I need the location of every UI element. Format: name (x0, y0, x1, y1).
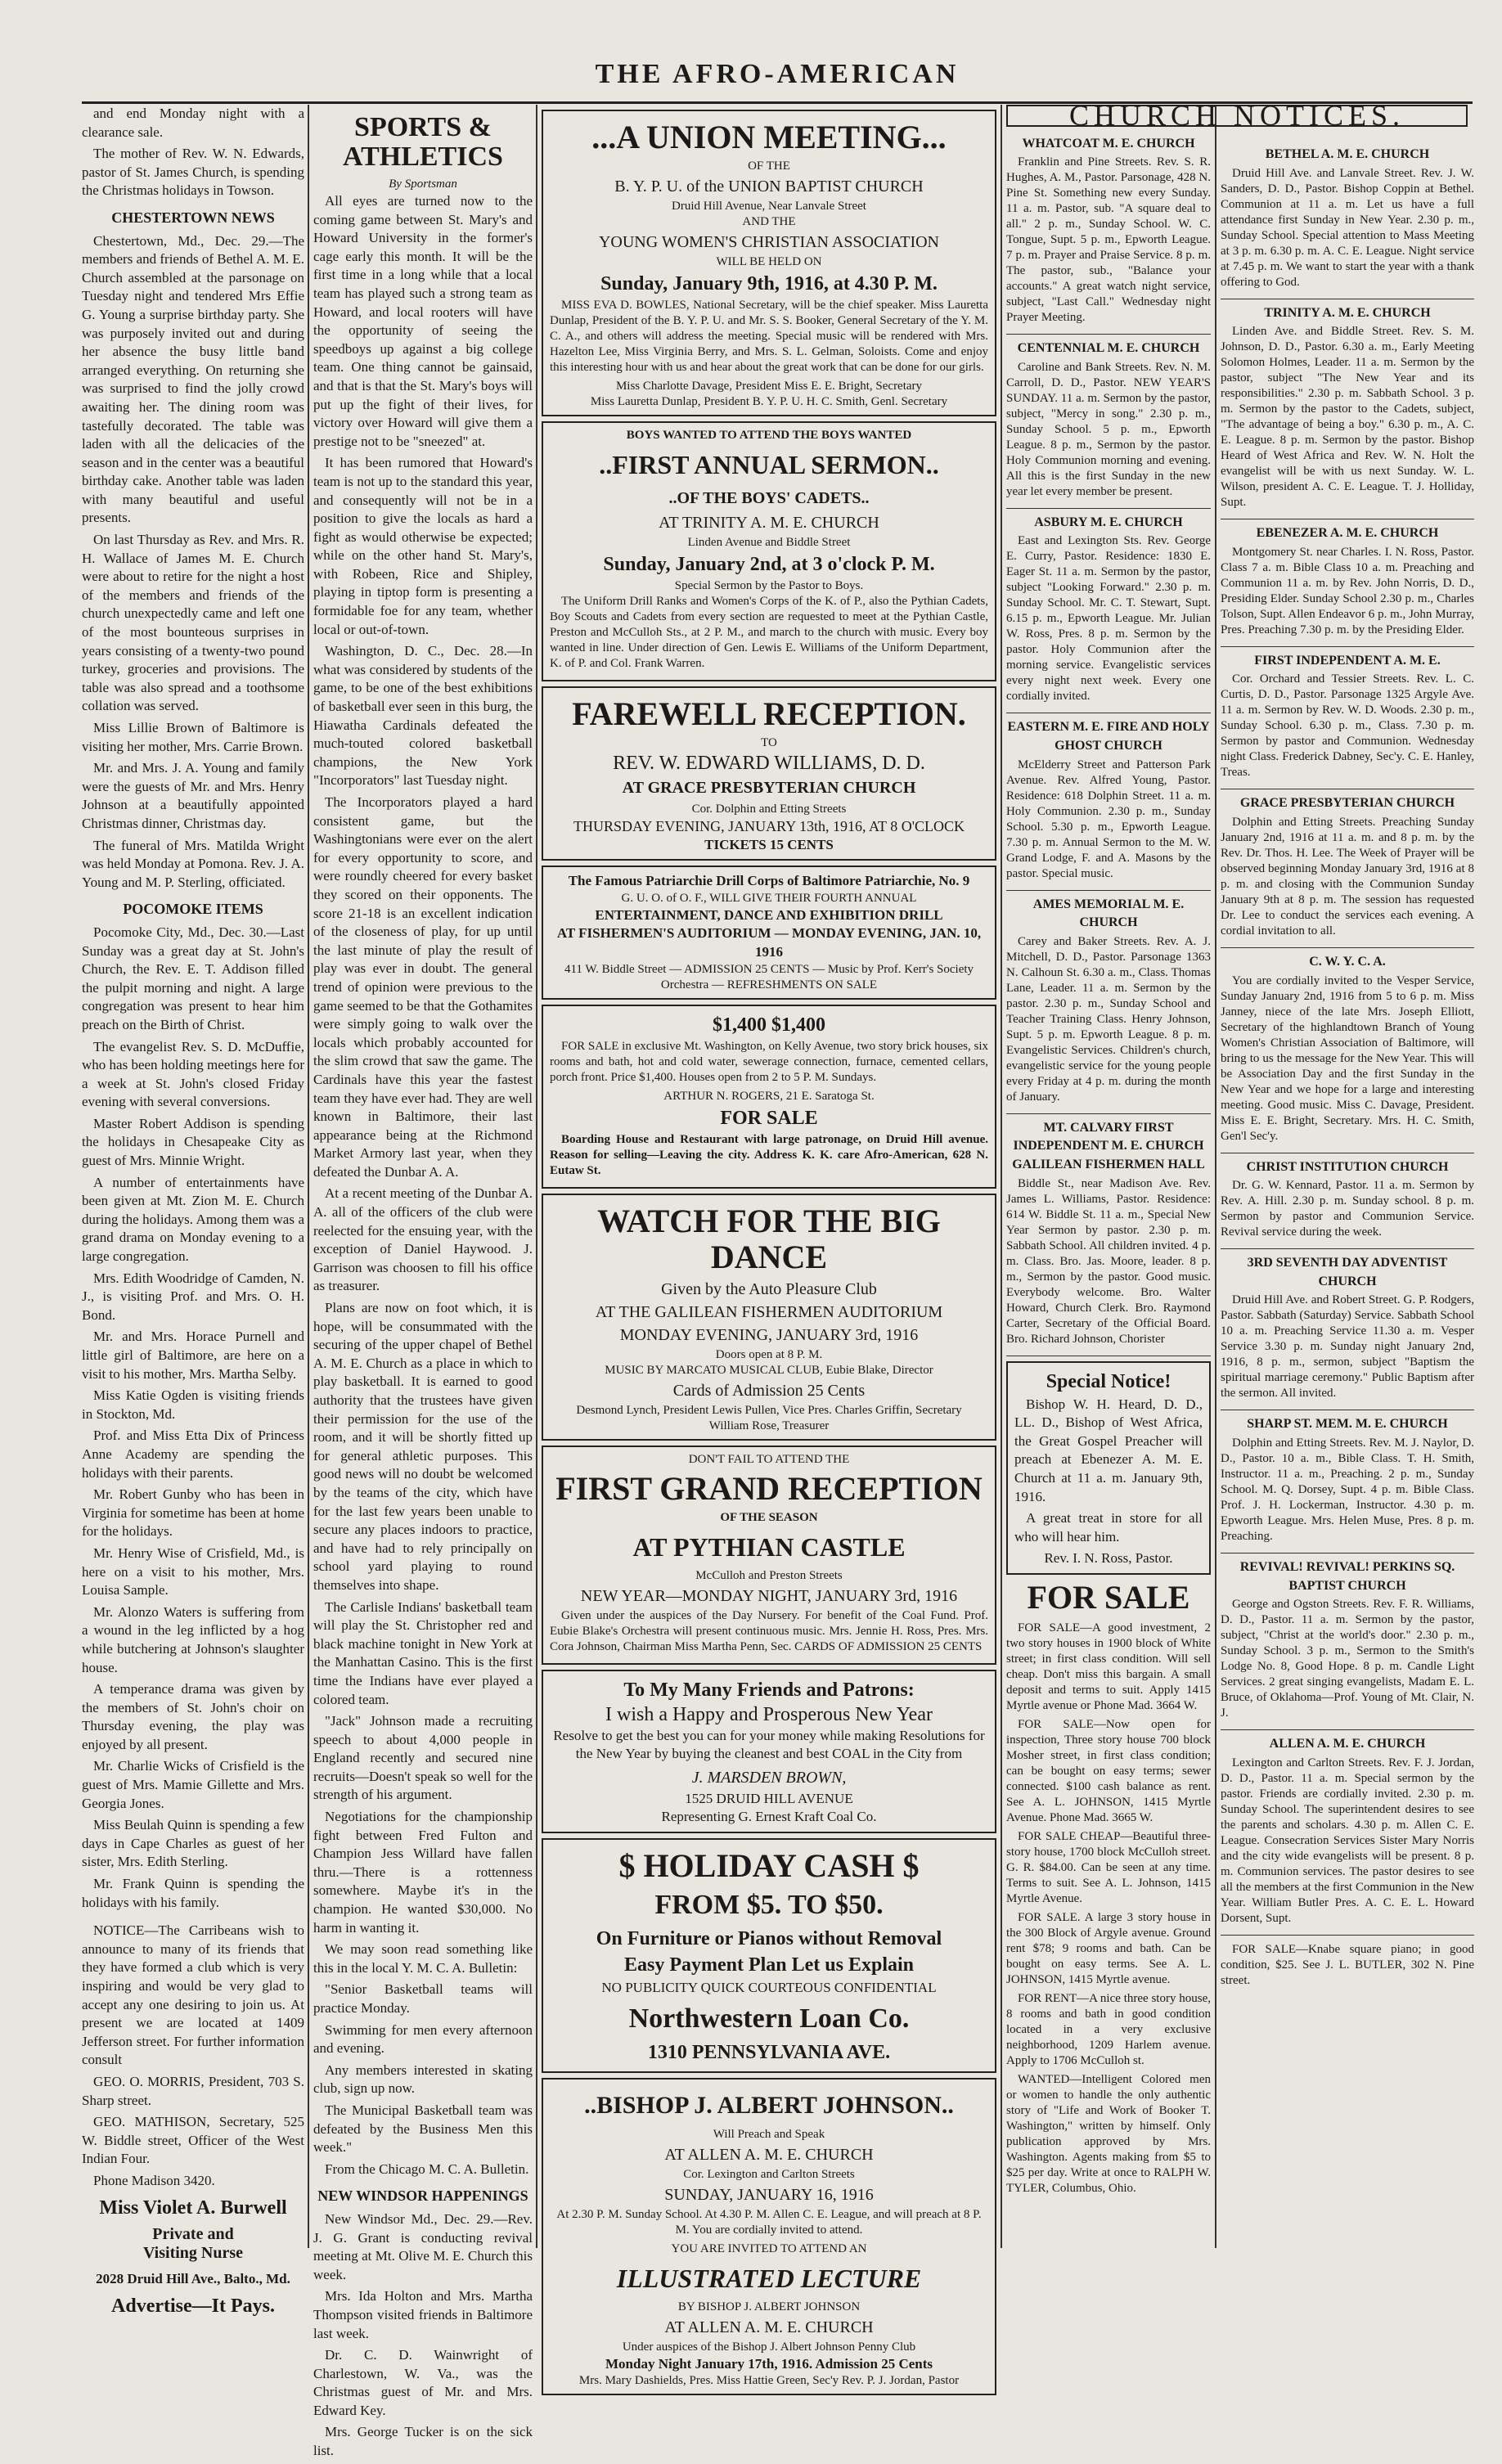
church-notice (1221, 647, 1474, 790)
ad-date: NEW YEAR—MONDAY NIGHT, JANUARY 3rd, 1916 (580, 1586, 958, 1605)
ad-line: Cards of Admission 25 Cents (672, 1381, 866, 1400)
paragraph: Mr. and Mrs. J. A. Young and family were the guests of Mr. and Mrs. Henry Johnson at a beautifully appointed Christmas dinner, Christmas day. (82, 760, 304, 831)
ad-line: The Famous Patriarchie Drill Corps of Baltimore Patriarchie, No. 9 (568, 873, 970, 889)
ad-line: WILL BE HELD ON (716, 255, 822, 268)
church-notice (1221, 1410, 1474, 1553)
ad-line: AT TRINITY A. M. E. CHURCH (659, 514, 879, 532)
ad-line: BOYS WANTED TO ATTEND THE BOYS WANTED (626, 429, 912, 442)
paragraph: The mother of Rev. W. N. Edwards, pastor of St. James Church, is spending the Christmas holidays in Towson. (82, 146, 304, 199)
classified-ad: FOR SALE—Now open for inspection, Three story house 700 block Mosher street, in first class condition; can be bought on easy terms; sewer connected. $100 cash balance as rent. See A. L. JOHNSON, 1415 Myrtle Avenue. Phone Mad. 3665 W. (1006, 1717, 1211, 1824)
church-name: TRINITY A. M. E. CHURCH (1264, 305, 1431, 320)
paragraph: Mr. Frank Quinn is spending the holidays with his family. (82, 1876, 304, 1910)
ad-signature: Desmond Lynch, President Lewis Pullen, Vice Pres. Charles Griffin, Secretary (576, 1403, 962, 1417)
paragraph: Mrs. Ida Holton and Mrs. Martha Thompson visited friends in Baltimore last week. (313, 2288, 533, 2341)
ad-line: McCulloh and Preston Streets (695, 1568, 843, 1582)
classified-ad: FOR SALE—A good investment, 2 two story houses in 1900 block of White street; in first class condition. Will sell cheap. Don't miss this bargain. A small deposit and terms to suit. Apply 1415 Myrtle avenue or Phone Mad. 3664 W. (1006, 1621, 1211, 1712)
paragraph: Plans are now on foot which, it is hope, will be consummated with the securing of the upper chapel of Bethel A. M. E. Church as a place in which to play basketball. It is earned to good authority that the trustees have given their permission for the use of the room, and it will be shortly fitted up for general athletic purposes. This good news will no doubt be welcomed by the teams of the city, which have for the last few years been unable to secure any places indoors to practice, and have had to rely principally on school yard playing to round themselves into shape. (313, 1300, 533, 1593)
paragraph: Pocomoke City, Md., Dec. 30.—Last Sunday was a great day at St. John's Church, the Rev. E. T. Addison filled the pulpit morning and night. A large congregation was present to hear him preach on the Birth of Christ. (82, 924, 304, 1032)
church-body: Cor. Orchard and Tessier Streets. Rev. L. C. Curtis, D. D., Pastor. Parsonage 1325 Argyle Ave. 11 a. m. Sermon by Rev. W. D. Woods. 2.30 p. m., Sunday School. 6.30 p. m., Class. 7.30 p. m. Sermon by pastor and Communion. Wednesday night Class. Frederick Dabney, Sec'y. C. E. Hanley, Treas. (1221, 672, 1474, 780)
church-notice (1006, 509, 1211, 714)
church-body: East and Lexington Sts. Rev. George E. Curry, Pastor. Residence: 1830 E. Eager St. 11 a. m. Sermon by the pastor, subject "Looking Forward." 2.30 p. m. Sunday School. Mr. C. T. Stewart, Supt. 6.15 p. m., Epworth League. Mr. Julian W. Ross, Pres. 8 p. m. Sermon by the pastor. Holy Communion after the morning service. Evangelistic services every night next week. Every one cordially invited. (1006, 534, 1211, 704)
nurse-title: Private and (152, 2225, 234, 2244)
masthead-title: THE AFRO-AMERICAN (595, 59, 960, 89)
church-name: EASTERN M. E. FIRE AND HOLY GHOST CHURCH (1007, 720, 1210, 753)
church-notice (1221, 299, 1474, 520)
church-name: SHARP ST. MEM. M. E. CHURCH (1247, 1417, 1448, 1432)
paragraph: On last Thursday as Rev. and Mrs. R. H. Wallace of James M. E. Church were about to retire for the night a host of the members and friends of the church unexpectedly came and left one of the most bounteous surprises in years consisting of a twenty-two pound turkey, groceries and provisions. The table was also spread and a toothsome collation was served. (82, 532, 304, 714)
sports-heading: SPORTS & ATHLETICS (343, 112, 503, 172)
church-body: Montgomery St. near Charles. I. N. Ross, Pastor. Class 7 a. m. Bible Class 10 a. m. Preaching and Communion 11 a. m. by Rev. John Norris, D. D., Presiding Elder. Sunday School 2.30 p. m., Charles Tolson, Supt. Allen Endeavor 6 p. m., John Murray, Pres. Preaching 7.30 p. m. by the Presiding Elder. (1221, 545, 1474, 636)
ad-line: 1310 PENNSYLVANIA AVE. (647, 2041, 891, 2063)
church-notice (1006, 130, 1211, 335)
ad-title: ..BISHOP J. ALBERT JOHNSON.. (584, 2091, 954, 2119)
nurse-title: Visiting Nurse (142, 2243, 244, 2262)
paragraph: Mr. and Mrs. Horace Purnell and little girl of Baltimore, are here on a visit to his mother, Mrs. Martha Selby. (82, 1329, 304, 1382)
paragraph: We may soon read something like this in the local Y. M. C. A. Bulletin: (313, 1941, 533, 1976)
ad-line: AT GRACE PRESBYTERIAN CHURCH (622, 779, 916, 797)
ad-signature: Miss Charlotte Davage, President Miss E. E. Bright, Secretary (615, 380, 923, 393)
ad-title: To My Many Friends and Patrons: (623, 1679, 915, 1701)
signature: Rev. I. N. Ross, Pastor. (1044, 1550, 1173, 1567)
paragraph: All eyes are turned now to the coming game between St. Mary's and Howard University in the former's cage early this month. It will be the first time in a long while that a local team has played such a strong team as Howard, and local rooters will have the opportunity of seeing the speedboys up against a big college team. One thing cannot be gainsaid, and that is that the St. Mary's boys will put up the fight of their lives, for victory over Howard will give them a prestige not to be "sneezed" at. (313, 193, 533, 449)
church-body: Biddle St., near Madison Ave. Rev. James L. Williams, Pastor. Residence: 614 W. Biddle St. 11 a. m., Special New Year Sermon by pastor. 2.30 p. m. Sabbath School. All children invited. 4 p. m. Class. Bro. Jas. Moore, leader. 8 p. m., Sermon by the pastor. Good music. Everybody welcome. Bro. Walter Howard, Church Clerk. Bro. Raymond Carter, Secretary of the Official Board. Bro. Richard Johnson, Chorister (1006, 1176, 1211, 1346)
church-body: Linden Ave. and Biddle Street. Rev. S. M. Johnson, D. D., Pastor. 6.30 a. m., Early Meeting Solomon Holmes, Leader. 11 a. m. Sermon by the pastor, subject "The New Year and its responsibilities." 2.30 p. m. Sabbath School. 3 p. m. Sermon by the pastor to the Cadets, subject, "The advantage of being a boy." 6.30 p. m., A. C. E. League. 8 p. m. Sermon by the pastor. Bishop Heard of West Africa and Rev. W. N. Holt the evangelist will be with us next Sunday. W. L. Wilson, president A. C. E. League. T. J. Holliday, Supt. (1221, 325, 1474, 510)
church-name: ASBURY M. E. CHURCH (1034, 515, 1183, 529)
ad-line: Easy Payment Plan Let us Explain (623, 1954, 915, 1976)
ad-line: DON'T FAIL TO ATTEND THE (688, 1452, 850, 1466)
church-name: MT. CALVARY FIRST INDEPENDENT M. E. CHURCH GALILEAN FISHERMEN HALL (1012, 1120, 1205, 1171)
paragraph: Mrs. George Tucker is on the sick list. (313, 2424, 533, 2459)
church-notice (1006, 335, 1211, 509)
paragraph: At a recent meeting of the Dunbar A. A. all of the officers of the club were reelected for the ensuing year, with the exception of Daniel Haywood. J. Garrison was choosen to fill his office as treasurer. (313, 1185, 533, 1294)
church-notice (1006, 713, 1211, 890)
church-notice (1006, 1114, 1211, 1356)
church-name: 3RD SEVENTH DAY ADVENTIST CHURCH (1247, 1256, 1448, 1288)
ad-line: Under auspices of the Bishop J. Albert Johnson Penny Club (622, 2340, 916, 2354)
phone-line: Phone Madison 3420. (93, 2172, 215, 2188)
church-notice (1221, 519, 1474, 647)
ad-line: ENTERTAINMENT, DANCE AND EXHIBITION DRILL (595, 906, 943, 923)
ad-body: FOR SALE in exclusive Mt. Washington, on Kelly Avenue, two story brick houses, six rooms and bath, hot and cold water, sewerage connection, furnace, cemented cellars, porch front. Price $1,400. Houses open from 2 to 5 P. M. Sundays. (550, 1039, 988, 1084)
church-body: Lexington and Carlton Streets. Rev. F. J. Jordan, D. D., Pastor. 11 a. m. Special sermon by the pastor. Friends are cordially invited. 2.30 p. m. Sunday School. The superintendent desires to see the parents and scholars. 4.30 p. m. Allen C. E. League. Consecration Services Sister Mary Norris and the city wide evangelists will be present. 8 p. m. Communion services. The pastor desires to see all the members at the first Communion in the New Year. William Butler Pres. A. C. E. L. Howard Dorsent, Supt. (1221, 1756, 1474, 1925)
ad-body: At 2.30 P. M. Sunday School. At 4.30 P. M. Allen C. E. League, and will preach at 8 P. M. You are cordially invited to attend. (556, 2207, 982, 2237)
column-rule (308, 105, 309, 2248)
church-body: Dolphin and Etting Streets. Preaching Sunday January 2nd, 1916 at 11 a. m. and 8 p. m. by the Rev. Dr. Thos. H. Lee. The Week of Prayer will be observed beginning Monday January 3rd, 1916 at 8 p. m. and closing with the Communion Sunday January 9th at 8 p. m. The session has requested Dr. Lee to conduct the services each evening. A cordial invitation to all. (1221, 815, 1474, 937)
church-name: REVIVAL! REVIVAL! PERKINS SQ. BAPTIST CHURCH (1239, 1559, 1455, 1593)
section-heading: CHESTERTOWN NEWS (111, 209, 275, 226)
section-heading: NEW WINDSOR HAPPENINGS (317, 2187, 528, 2205)
church-body: George and Ogston Streets. Rev. F. R. Williams, D. D., Pastor. 11 a. m. Sermon by the pastor, subject, "Christ at the world's door." 2.30 p. m., Sunday School. 3 p. m., Sermon to the Smith's Lodge No. 8, Good Hope. 8 p. m. Candle Light Services. 2 great singing evangelists, Madam E. L. Bruce, of Oklahoma—Prof. Young of Mt. Clair, N. J. (1221, 1598, 1474, 1720)
ad-date: Monday Night January 17th, 1916. Admission 25 Cents (605, 2355, 933, 2372)
ad-line: TO (761, 736, 777, 749)
advertise-slogan: Advertise—It Pays. (111, 2295, 275, 2317)
signature: GEO. O. MORRIS, President, 703 S. Sharp street. (82, 2073, 304, 2108)
grand-reception-ad (542, 1446, 996, 1665)
ad-line: Representing G. Ernest Kraft Coal Co. (661, 1809, 877, 1825)
notice-paragraph: NOTICE—The Carribeans wish to announce to many of its friends that they have formed a club which is very inspiring and would be very glad to accept any one desiring to join us. At present we are located at 1409 Jefferson street. For further information consult (82, 1922, 304, 2068)
church-name: ALLEN A. M. E. CHURCH (1269, 1737, 1426, 1751)
bishop-ad (542, 2078, 996, 2396)
ad-signature: William Rose, Treasurer (708, 1419, 830, 1432)
paragraph: New Windsor Md., Dec. 29.—Rev. J. G. Grant is conducting revival meeting at Mt. Olive M. E. Church this week. (313, 2210, 533, 2282)
paragraph: The funeral of Mrs. Matilda Wright was held Monday at Pomona. Rev. J. A. Young and M. P. Sterling, officiated. (82, 837, 304, 890)
church-notice (1006, 891, 1211, 1114)
ad-line: Northwestern Loan Co. (628, 2003, 910, 2034)
ad-title: WATCH FOR THE BIG DANCE (597, 1202, 941, 1275)
ad-line: YOU ARE INVITED TO ATTEND AN (671, 2241, 867, 2255)
ad-line: REV. W. EDWARD WILLIAMS, D. D. (613, 753, 925, 774)
paragraph: Dr. C. D. Wainwright of Charlestown, W. Va., was the Christmas guest of Mr. and Mrs. Edward Key. (313, 2347, 533, 2418)
paragraph: From the Chicago M. C. A. Bulletin. (325, 2160, 529, 2177)
column-2 (313, 105, 533, 2464)
ad-date: MONDAY EVENING, JANUARY 3rd, 1916 (619, 1325, 919, 1344)
church-body: Dolphin and Etting Streets. Rev. M. J. Naylor, D. D., Pastor. 10 a. m., Bible Class. T. H. Smith, Instructor. 11 a. m., Preaching. 2 p. m., Sunday School. M. Q. Dorsey, Supt. 4 p. m. Bible Class. Prof. J. H. Lockerman, Instructor. 4.30 p. m. Epworth League. Mrs. Helen Muse, Pres. 8 p. m. Preaching. (1221, 1436, 1474, 1543)
ad-line: Special Sermon by the Pastor to Boys. (674, 579, 864, 592)
ad-line: J. MARSDEN BROWN, (691, 1768, 847, 1787)
ad-line: TICKETS 15 CENTS (704, 836, 834, 852)
paragraph: Any members interested in skating club, sign up now. (313, 2062, 533, 2097)
ad-body: The Uniform Drill Ranks and Women's Corps of the K. of P., also the Pythian Cadets, Boy Scouts and Cadets from every section are requested to meet at the Pythian Castle, Preston and McCulloh Sts., at 2 P. M., and march to the church with music. Every boy wanted in line. Under direction of Gen. Lewis E. Williams of the Uniform Department, K. of P. and Col. Frank Warren. (550, 595, 988, 670)
church-name: CENTENNIAL M. E. CHURCH (1017, 341, 1200, 356)
ad-price: $1,400 $1,400 (713, 1014, 825, 1036)
ad-line: 1525 DRUID HILL AVENUE (685, 1790, 853, 1806)
paragraph: Swimming for men every afternoon and evening. (313, 2021, 533, 2057)
ad-line: AT ALLEN A. M. E. CHURCH (664, 2318, 874, 2336)
nurse-name: Miss Violet A. Burwell (99, 2196, 287, 2219)
ad-line: G. U. O. of O. F., WILL GIVE THEIR FOURTH ANNUAL (621, 891, 917, 905)
ad-line: Cor. Lexington and Carlton Streets (683, 2167, 855, 2181)
paragraph: Mr. Robert Gunby who has been in Virginia for sometime has been at home for the holidays. (82, 1486, 304, 1540)
ad-line: Will Preach and Speak (713, 2127, 825, 2141)
ad-line: MUSIC BY MARCATO MUSICAL CLUB, Eubie Blake, Director (605, 1363, 933, 1377)
church-notice (1221, 789, 1474, 948)
classified-ad: FOR SALE. A large 3 story house in the 300 Block of Argyle avenue. Ground rent $78; 9 rooms and bath. Can be bought on easy terms. See A. L. JOHNSON, 1415 Myrtle avenue. (1006, 1910, 1211, 1986)
ad-line: FROM $5. TO $50. (654, 1889, 884, 1920)
church-body: Franklin and Pine Streets. Rev. S. R. Hughes, A. M., Pastor. Parsonage, 428 N. Pine St. Something new every Sunday. 11 a. m. Pastor, sub. "A square deal to all." 2 p. m., Sunday School. W. C. Tongue, Supt. 5 p. m., Epworth League. 7 p. m. Prayer and Praise Service. 8 p. m. The pastor, sub., "Balance your accounts." A great watch night service, subject, "Last Call." Wednesday night Prayer Meeting. (1006, 155, 1211, 325)
church-name: C. W. Y. C. A. (1309, 954, 1386, 969)
classified-ad: FOR SALE CHEAP—Beautiful three-story house, 1700 block McCulloh street. G. R. $84.00. Can be seen at any time. Terms to suit. See A. L. Johnson, 1415 Myrtle Avenue. (1006, 1829, 1211, 1905)
church-notices-heading: CHURCH NOTICES. (1006, 105, 1468, 127)
church-body: Druid Hill Ave. and Lanvale Street. Rev. J. W. Sanders, D. D., Pastor. Bishop Coppin at Bethel. Communion at 11 a. m. Let us have a full attendance first Sunday in New Year. 2.30 p. m., Sunday School. Special attention to Mass Meeting at 3 p. m. 6.30 p. m. A. C. E. League. Night service at 7.45 p. m. We want to start the year with a thank offering to God. (1221, 166, 1474, 289)
coal-ad (542, 1670, 996, 1833)
ad-line: Cor. Dolphin and Etting Streets (691, 803, 847, 816)
ad-line: AND THE (742, 215, 796, 228)
paragraph: "Jack" Johnson made a recruiting speech to about 4,000 people in England recently and secured nine recruits—Doesn't speak so well for the strength of his argument. (313, 1713, 533, 1803)
paragraph: Chestertown, Md., Dec. 29.—The members and friends of Bethel A. M. E. Church assembled at the parsonage on Tuesday night and tendered Mrs Effie G. Young a surprise birthday party. She was purposely invited out and during her absence the busy little band arranged everything. On returning she was surprised to find the jolly crowd awaiting her. The dining room was tastefully decorated. The table was laden with all the delicacies of the season and in the center was a beautiful birthday cake. Another table was laden with many beautiful and useful presents. (82, 232, 304, 526)
ad-line: ILLUSTRATED LECTURE (616, 2263, 922, 2293)
ad-line: I wish a Happy and Prosperous New Year (605, 1703, 933, 1725)
ad-line: Doors open at 8 P. M. (715, 1347, 823, 1361)
ad-line: OF THE (748, 160, 790, 173)
church-notice (1221, 1553, 1474, 1730)
column-5 (1221, 141, 1474, 1992)
ad-line: BY BISHOP J. ALBERT JOHNSON (677, 2300, 861, 2313)
section-heading: POCOMOKE ITEMS (123, 901, 263, 918)
ad-line: Linden Avenue and Biddle Street (687, 536, 851, 549)
paragraph: The Municipal Basketball team was defeated by the Business Men this week." (313, 2102, 533, 2156)
ad-line: On Furniture or Pianos without Removal (596, 1927, 942, 1949)
nurse-address: 2028 Druid Hill Ave., Balto., Md. (96, 2271, 290, 2287)
ad-line: NO PUBLICITY QUICK COURTEOUS CONFIDENTIAL (601, 1979, 937, 1995)
ad-line: AT FISHERMEN'S AUDITORIUM — MONDAY EVENING, JAN. 10, 1916 (556, 925, 982, 960)
column-rule (1215, 105, 1216, 2248)
paragraph: The Incorporators played a hard consistent game, but the Washingtonians were ever on the alert for every opportunity to score, and were roundly cheered for every basket they scored on their opponents. The score 21-18 is an excellent indication of the closeness of play, for up until the last minute of play the result of play was ever in doubt. The general trend of opinion were previous to the game seemed to be that the Gothamites were simply going to walk over the locals which probably accounted for the slim crowd that saw the game. The Cardinals have this year the fastest team they have ever had. They are well known in Baltimore, their last appearance being at the Richmond Market Armory last year, when they defeated the Dunbar A. A. (313, 794, 533, 1180)
ad-body: Given under the auspices of the Day Nursery. For benefit of the Coal Fund. Prof. Eubie Blake's Orchestra will present continuous music. Mrs. Jennie H. Ross, Pres. Mrs. Cora Johnson, Chairman Miss Martha Penn, Sec. CARDS OF ADMISSION 25 CENTS (550, 1608, 988, 1653)
paragraph: Miss Katie Ogden is visiting friends in Stockton, Md. (82, 1387, 304, 1422)
paragraph: Prof. and Miss Etta Dix of Princess Anne Academy are spending the holidays with their parents. (82, 1428, 304, 1481)
ad-line: Given by the Auto Pleasure Club (661, 1279, 877, 1298)
signature: GEO. MATHISON, Secretary, 525 W. Biddle street, Officer of the West Indian Four. (82, 2114, 304, 2167)
column-rule (536, 105, 537, 2248)
church-name: BETHEL A. M. E. CHURCH (1265, 147, 1430, 161)
paragraph: Miss Beulah Quinn is spending a few days in Cape Charles as guest of her sister, Mrs. Edith Sterling. (82, 1817, 304, 1870)
ad-line: Druid Hill Avenue, Near Lanvale Street (672, 200, 866, 213)
ad-signature: ARTHUR N. ROGERS, 21 E. Saratoga St. (663, 1089, 875, 1103)
ad-date: THURSDAY EVENING, JANUARY 13th, 1916, AT 8 O'CLOCK (573, 818, 965, 834)
farewell-reception-ad (542, 686, 996, 861)
ad-line: AT THE GALILEAN FISHERMEN AUDITORIUM (595, 1302, 943, 1321)
ad-line: ..OF THE BOYS' CADETS.. (668, 489, 870, 507)
union-meeting-ad (542, 110, 996, 416)
sermon-ad (542, 421, 996, 681)
classified-ad: FOR SALE—Knabe square piano; in good condition, $25. See J. L. BUTLER, 302 N. Pine street. (1221, 1942, 1474, 1987)
classified-ad: FOR RENT—A nice three story house, 8 rooms and bath in good condition located in a very exclusive neighborhood, 1209 Harlem avenue. Apply to 1706 McCulloh st. (1006, 1991, 1211, 2067)
paragraph: Mr. Henry Wise of Crisfield, Md., is here on a visit to his mother, Mrs. Louisa Sample. (82, 1544, 304, 1598)
special-notice (1006, 1361, 1211, 1575)
paragraph: Mr. Charlie Wicks of Crisfield is the guest of Mrs. Mamie Gillette and Mrs. Georgia Jones. (82, 1758, 304, 1811)
paragraph: and end Monday night with a clearance sale. (82, 106, 304, 140)
ad-signature: Miss Lauretta Dunlap, President B. Y. P. U. H. C. Smith, Genl. Secretary (590, 395, 948, 408)
ad-body: Resolve to get the best you can for your money while making Resolutions for the New Year by buying the cleanest and best COAL in the City from (553, 1727, 985, 1762)
ad-line: AT ALLEN A. M. E. CHURCH (664, 2145, 874, 2164)
ad-body: Boarding House and Restaurant with large patronage, on Druid Hill avenue. Reason for selling—Leaving the city. Address K. K. care Afro-American, 628 N. Eutaw St. (550, 1132, 988, 1177)
ad-body: MISS EVA D. BOWLES, National Secretary, will be the chief speaker. Miss Lauretta Dunlap, President of the B. Y. P. U. and Mr. S. S. Booker, General Secretary of the Y. M. C. A., and others will address the meeting. Special music will be rendered with Mrs. Hazelton Lee, Miss Virginia Berry, and Mrs. S. L. Gelman, Soloists. Come and enjoy this interesting hour with us and hear about the great work that can be done for our girls. (550, 299, 988, 374)
ad-line: B. Y. P. U. of the UNION BAPTIST CHURCH (614, 178, 924, 196)
church-notice (1221, 1730, 1474, 1936)
ad-title: FIRST GRAND RECEPTION (555, 1469, 983, 1507)
masthead (82, 59, 1473, 104)
ad-date: Sunday, January 9th, 1916, at 4.30 P. M. (600, 273, 938, 295)
church-name: FIRST INDEPENDENT A. M. E. (1254, 653, 1441, 668)
church-name: GRACE PRESBYTERIAN CHURCH (1239, 796, 1455, 811)
ad-line: AT PYTHIAN CASTLE (632, 1531, 906, 1562)
ad-date: SUNDAY, JANUARY 16, 1916 (664, 2185, 874, 2204)
paragraph: The Carlisle Indians' basketball team will play the St. Christopher red and black machine tonight in New York at the Manhattan Casino. This is the first time the Indians have ever played a colored team. (313, 1598, 533, 1707)
church-body: Dr. G. W. Kennard, Pastor. 11 a. m. Sermon by Rev. A. Hill. 2.30 p. m. Sunday school. 8 p. m. Sermon by pastor and Communion Service. Revival service during the week. (1221, 1179, 1474, 1239)
ad-title: FOR SALE (720, 1107, 818, 1129)
ad-title: FAREWELL RECEPTION. (572, 695, 966, 732)
church-name: AMES MEMORIAL M. E. CHURCH (1032, 897, 1185, 930)
ad-line: 411 W. Biddle Street — ADMISSION 25 CENTS — Music by Prof. Kerr's Society Orchestra — REFRESHMENTS ON SALE (564, 962, 974, 991)
church-notice (1221, 141, 1474, 299)
ad-title: $ HOLIDAY CASH $ (618, 1846, 920, 1884)
paragraph: Master Robert Addison is spending the holidays in Chesapeake City as guest of Mrs. Minnie Wright. (82, 1115, 304, 1169)
house-sale-ad (542, 1005, 996, 1189)
paragraph: A temperance drama was given by the members of St. John's choir on Thursday evening, the play was enjoyed by all present. (82, 1681, 304, 1752)
ad-title: ...A UNION MEETING... (591, 119, 947, 155)
big-dance-ad (542, 1194, 996, 1441)
church-name: WHATCOAT M. E. CHURCH (1022, 136, 1195, 151)
paragraph: Bishop W. H. Heard, D. D., LL. D., Bishop of West Africa, the Great Gospel Preacher will preach at Ebenezer A. M. E. Church at 11 a. m. January 9th, 1916. (1014, 1396, 1203, 1504)
paragraph: A number of entertainments have been given at Mt. Zion M. E. Church during the holidays. Among them was a grand drama on Monday evening to a large congregation. (82, 1174, 304, 1265)
paragraph: Mr. Alonzo Waters is suffering from a wound in the leg inflicted by a hog while butchering at Johnson's slaughter house. (82, 1603, 304, 1675)
church-notice (1221, 948, 1474, 1153)
paragraph: It has been rumored that Howard's team is not up to the standard this year, and consequently will not be in a position to give the locals as hard a fight as would otherwise be expected; while on the other hand St. Mary's, with Robeen, Rice and Shipley, playing in tiptop form is presenting a formidable foe for any team, whether local or out-of-town. (313, 455, 533, 637)
church-body: Druid Hill Ave. and Robert Street. G. P. Rodgers, Pastor. Sabbath (Saturday) Service. Sabbath School 10 a. m. Preaching Service 11.30 a. m. Vesper Service 3.30 p. m. Sunday night January 2nd, 1916, 8 p. m., sermon, subject "Baptism the spiritual marriage ceremony." Public Baptism after the sermon. All invited. (1221, 1293, 1474, 1401)
column-3-ads (542, 105, 996, 2400)
for-sale-heading: FOR SALE (1027, 1578, 1190, 1616)
ad-line: YOUNG WOMEN'S CHRISTIAN ASSOCIATION (598, 233, 940, 251)
ad-line: OF THE SEASON (720, 1510, 818, 1524)
church-body: You are cordially invited to the Vesper Service, Sunday January 2nd, 1916 from 5 to 6 p. m. Miss Janney, niece of the late Mrs. Joseph Elliott, Secretary of the highlandtown Branch of Young Women's Christian Association of Baltimore, will bring to us the message for the New Year. This will be Association Day and the first Sunday in the New Year and we hope for a large and interesting meeting. Good music. Miss C. Davage, President. Miss E. E. Bright, Secretary. Mrs. H. C. Smith, Gen'l Sec'y. (1221, 973, 1474, 1143)
church-body: Caroline and Bank Streets. Rev. N. M. Carroll, D. D., Pastor. NEW YEAR'S SUNDAY. 11 a. m. Sermon by the pastor, subject, "Mercy in song." 2.30 p. m., Sunday School. 5 p. m., Epworth League. 8 p. m., Sermon by the pastor. Holy Communion morning and evening. All this is the first Sunday in the new year let every member be present. (1006, 360, 1211, 498)
church-body: McElderry Street and Patterson Park Avenue. Rev. Alfred Young, Pastor. Residence: 618 Dolphin Street. 11 a. m. Holy Communion. 2.30 p. m., Sunday School. 5.30 p. m., Epworth League. 7.30 p. m. Annual Sermon to the M. W. Grand Lodge, F. and A. Masons by the pastor. Special music. (1006, 758, 1211, 880)
special-notice-heading: Special Notice! (1046, 1370, 1171, 1392)
paragraph: Washington, D. C., Dec. 28.—In what was considered by students of the game, to be one of the best exhibitions of basketball ever seen in this burg, the Hiawatha Cardinals defeated the much-touted colored basketball champions, the New York "Incorporators" last Tuesday night. (313, 643, 533, 789)
ad-date: Sunday, January 2nd, at 3 o'clock P. M. (603, 554, 935, 575)
column-rule (1001, 105, 1002, 2248)
church-notice (1221, 1153, 1474, 1250)
ad-title: ..FIRST ANNUAL SERMON.. (599, 450, 939, 479)
paragraph: Negotiations for the championship fight between Fred Fulton and Champion Jess Willard have fallen thru.—There is a rottenness somewhere. Maybe it's in the champion. He wanted $30,000. No harm in wanting it. (313, 1809, 533, 1936)
paragraph: "Senior Basketball teams will practice Monday. (313, 1981, 533, 2016)
column-1 (82, 105, 304, 2324)
church-name: CHRIST INSTITUTION CHURCH (1246, 1159, 1449, 1174)
paragraph: A great treat in store for all who will hear him. (1014, 1510, 1203, 1544)
paragraph: The evangelist Rev. S. D. McDuffie, who has been holding meetings here for a week at St. John's closed Friday evening with several conversions. (82, 1038, 304, 1110)
church-body: Carey and Baker Streets. Rev. A. J. Mitchell, D. D., Pastor. Parsonage 1363 N. Calhoun St. 6.30 a. m., Class. Thomas Lane, Leader. 11 a. m. Sermon by the pastor. 2.30 p. m., Sunday School and Teacher Training Class. Henry Johnson, Supt. 5 p. m. Epworth League. 8 p. m. Evangelistic Services. Children's church, evangelistic service for the young people every Friday at 4 p. m. during the month of January. (1006, 934, 1211, 1104)
patriarchs-ad (542, 866, 996, 999)
paragraph: Mrs. Edith Woodridge of Camden, N. J., is visiting Prof. and Mrs. O. H. Bond. (82, 1270, 304, 1323)
classified-ad: WANTED—Intelligent Colored men or women to handle the only authentic story of "Life and Work of Booker T. Washington," written by himself. Only publication approved by Mrs. Washington. Agents making from $5 to $25 per day. Write at once to RALPH W. TYLER, Columbus, Ohio. (1006, 2072, 1211, 2195)
ad-signature: Mrs. Mary Dashields, Pres. Miss Hattie Green, Sec'y Rev. P. J. Jordan, Pastor (578, 2374, 960, 2388)
byline: By Sportsman (389, 178, 457, 191)
church-name: EBENEZER A. M. E. CHURCH (1256, 526, 1439, 541)
church-notice (1221, 1249, 1474, 1410)
loan-ad (542, 1838, 996, 2073)
paragraph: Miss Lillie Brown of Baltimore is visiting her mother, Mrs. Carrie Brown. (82, 720, 304, 754)
